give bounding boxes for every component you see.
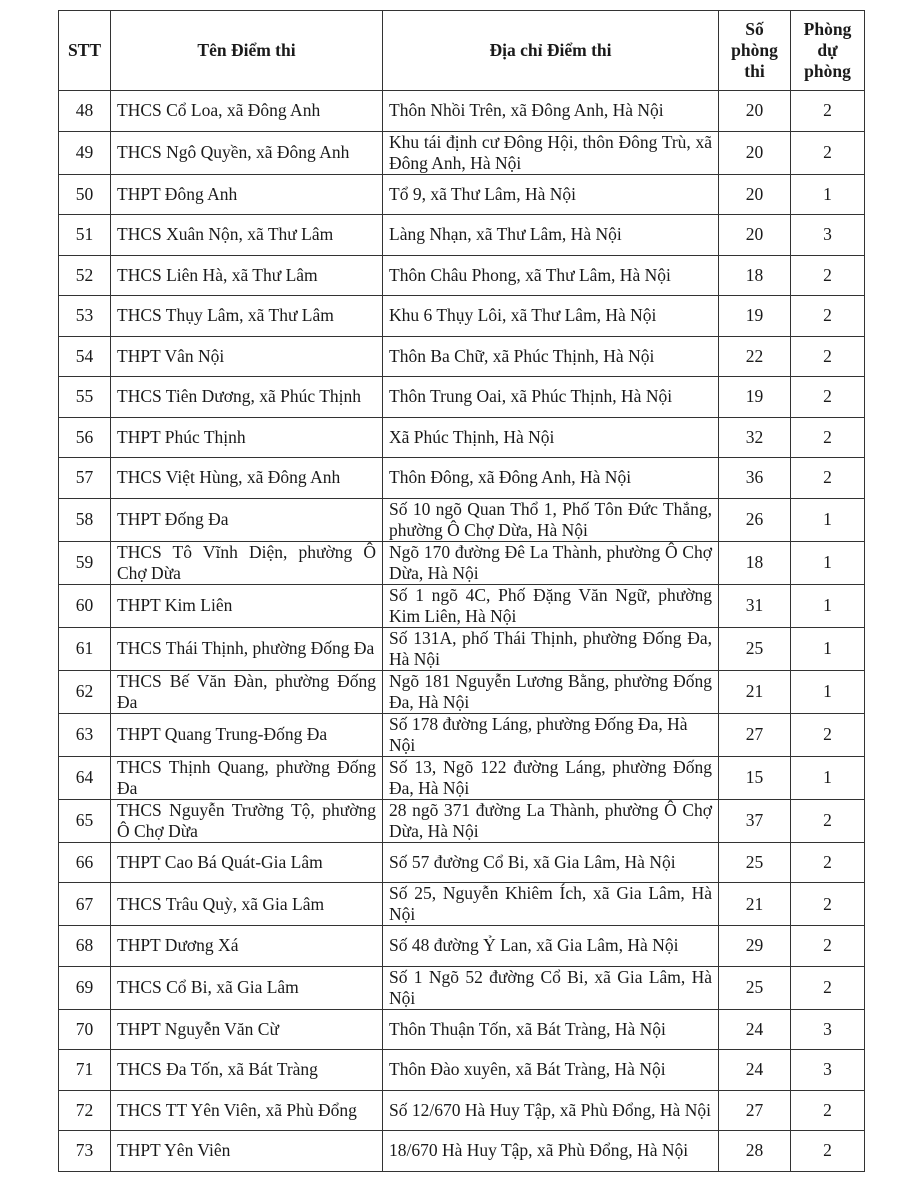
table-row xyxy=(59,926,865,967)
table-row xyxy=(59,336,865,377)
row-site-address: Thôn Ba Chữ, xã Phúc Thịnh, Hà Nội xyxy=(383,336,719,377)
header-stt: STT xyxy=(59,11,111,91)
table-row xyxy=(59,458,865,499)
row-room-count: 32 xyxy=(719,417,791,458)
row-spare-rooms: 1 xyxy=(791,670,865,713)
table-row xyxy=(59,131,865,174)
row-stt: 55 xyxy=(59,377,111,418)
row-room-count: 18 xyxy=(719,541,791,584)
header-site-name: Tên Điểm thi xyxy=(111,11,383,91)
row-site-address: Xã Phúc Thịnh, Hà Nội xyxy=(383,417,719,458)
row-room-count: 24 xyxy=(719,1050,791,1091)
table-row xyxy=(59,799,865,842)
table-body xyxy=(59,91,865,1172)
row-stt: 67 xyxy=(59,883,111,926)
row-room-count: 25 xyxy=(719,627,791,670)
row-site-address: Thôn Đông, xã Đông Anh, Hà Nội xyxy=(383,458,719,499)
row-site-address: Số 13, Ngõ 122 đường Láng, phường Đống Đa, Hà Nội xyxy=(383,756,719,799)
table-row xyxy=(59,966,865,1009)
row-spare-rooms: 2 xyxy=(791,131,865,174)
row-room-count: 36 xyxy=(719,458,791,499)
row-site-address: Làng Nhạn, xã Thư Lâm, Hà Nội xyxy=(383,215,719,256)
row-site-name: THCS Trâu Quỳ, xã Gia Lâm xyxy=(111,883,383,926)
row-site-name: THCS Nguyễn Trường Tộ, phường Ô Chợ Dừa xyxy=(111,799,383,842)
row-stt: 62 xyxy=(59,670,111,713)
row-site-name: THCS Xuân Nộn, xã Thư Lâm xyxy=(111,215,383,256)
row-stt: 68 xyxy=(59,926,111,967)
row-site-address: Thôn Châu Phong, xã Thư Lâm, Hà Nội xyxy=(383,255,719,296)
row-stt: 51 xyxy=(59,215,111,256)
row-stt: 64 xyxy=(59,756,111,799)
row-stt: 57 xyxy=(59,458,111,499)
row-room-count: 25 xyxy=(719,966,791,1009)
row-site-name: THCS Thụy Lâm, xã Thư Lâm xyxy=(111,296,383,337)
row-site-name: THCS Thái Thịnh, phường Đống Đa xyxy=(111,627,383,670)
row-spare-rooms: 2 xyxy=(791,417,865,458)
row-site-address: Số 131A, phố Thái Thịnh, phường Đống Đa, Hà Nội xyxy=(383,627,719,670)
row-spare-rooms: 3 xyxy=(791,1009,865,1050)
row-site-address: Ngõ 170 đường Đê La Thành, phường Ô Chợ Dừa, Hà Nội xyxy=(383,541,719,584)
row-site-name: THPT Vân Nội xyxy=(111,336,383,377)
row-room-count: 18 xyxy=(719,255,791,296)
row-room-count: 31 xyxy=(719,584,791,627)
row-site-name: THCS Ngô Quyền, xã Đông Anh xyxy=(111,131,383,174)
row-stt: 52 xyxy=(59,255,111,296)
row-site-address: Khu 6 Thụy Lôi, xã Thư Lâm, Hà Nội xyxy=(383,296,719,337)
table-row xyxy=(59,255,865,296)
table-row xyxy=(59,541,865,584)
row-room-count: 19 xyxy=(719,377,791,418)
row-room-count: 21 xyxy=(719,670,791,713)
row-stt: 61 xyxy=(59,627,111,670)
row-spare-rooms: 2 xyxy=(791,926,865,967)
row-stt: 60 xyxy=(59,584,111,627)
row-room-count: 20 xyxy=(719,91,791,132)
exam-sites-table xyxy=(58,10,865,1172)
row-room-count: 26 xyxy=(719,498,791,541)
row-spare-rooms: 2 xyxy=(791,713,865,756)
row-site-name: THPT Nguyễn Văn Cừ xyxy=(111,1009,383,1050)
row-room-count: 20 xyxy=(719,131,791,174)
row-spare-rooms: 2 xyxy=(791,799,865,842)
row-site-name: THCS Đa Tốn, xã Bát Tràng xyxy=(111,1050,383,1091)
row-site-address: 18/670 Hà Huy Tập, xã Phù Đổng, Hà Nội xyxy=(383,1131,719,1172)
row-site-name: THCS Cổ Bi, xã Gia Lâm xyxy=(111,966,383,1009)
header-site-address: Địa chỉ Điểm thi xyxy=(383,11,719,91)
row-spare-rooms: 2 xyxy=(791,91,865,132)
row-site-address: Số 12/670 Hà Huy Tập, xã Phù Đổng, Hà Nội xyxy=(383,1090,719,1131)
table-row xyxy=(59,417,865,458)
row-site-address: Số 57 đường Cổ Bi, xã Gia Lâm, Hà Nội xyxy=(383,842,719,883)
row-room-count: 21 xyxy=(719,883,791,926)
row-room-count: 37 xyxy=(719,799,791,842)
row-room-count: 28 xyxy=(719,1131,791,1172)
row-site-address: Thôn Trung Oai, xã Phúc Thịnh, Hà Nội xyxy=(383,377,719,418)
row-stt: 69 xyxy=(59,966,111,1009)
row-spare-rooms: 1 xyxy=(791,541,865,584)
row-spare-rooms: 1 xyxy=(791,174,865,215)
table-row xyxy=(59,627,865,670)
table-row xyxy=(59,883,865,926)
row-spare-rooms: 2 xyxy=(791,1131,865,1172)
row-room-count: 27 xyxy=(719,713,791,756)
row-stt: 49 xyxy=(59,131,111,174)
row-spare-rooms: 2 xyxy=(791,296,865,337)
row-stt: 66 xyxy=(59,842,111,883)
row-spare-rooms: 2 xyxy=(791,336,865,377)
row-stt: 48 xyxy=(59,91,111,132)
row-stt: 58 xyxy=(59,498,111,541)
row-site-name: THCS TT Yên Viên, xã Phù Đổng xyxy=(111,1090,383,1131)
row-spare-rooms: 2 xyxy=(791,966,865,1009)
row-site-name: THCS Cổ Loa, xã Đông Anh xyxy=(111,91,383,132)
header-spare-rooms: Phòng dự phòng xyxy=(791,11,865,91)
table-row xyxy=(59,498,865,541)
row-room-count: 15 xyxy=(719,756,791,799)
table-row xyxy=(59,91,865,132)
row-site-address: Thôn Đào xuyên, xã Bát Tràng, Hà Nội xyxy=(383,1050,719,1091)
row-spare-rooms: 2 xyxy=(791,1090,865,1131)
row-spare-rooms: 1 xyxy=(791,498,865,541)
row-spare-rooms: 1 xyxy=(791,756,865,799)
row-site-address: Số 1 Ngõ 52 đường Cổ Bi, xã Gia Lâm, Hà Nội xyxy=(383,966,719,1009)
row-stt: 70 xyxy=(59,1009,111,1050)
row-room-count: 24 xyxy=(719,1009,791,1050)
table-row xyxy=(59,215,865,256)
row-room-count: 27 xyxy=(719,1090,791,1131)
row-spare-rooms: 2 xyxy=(791,255,865,296)
row-stt: 50 xyxy=(59,174,111,215)
row-stt: 54 xyxy=(59,336,111,377)
row-spare-rooms: 1 xyxy=(791,627,865,670)
row-stt: 73 xyxy=(59,1131,111,1172)
table-row xyxy=(59,296,865,337)
row-room-count: 25 xyxy=(719,842,791,883)
row-site-name: THPT Cao Bá Quát-Gia Lâm xyxy=(111,842,383,883)
row-site-address: Số 48 đường Ỷ Lan, xã Gia Lâm, Hà Nội xyxy=(383,926,719,967)
table-row xyxy=(59,1050,865,1091)
row-spare-rooms: 2 xyxy=(791,377,865,418)
row-site-address: Số 178 đường Láng, phường Đống Đa, Hà Nội xyxy=(383,713,719,756)
table-row xyxy=(59,670,865,713)
row-site-name: THCS Việt Hùng, xã Đông Anh xyxy=(111,458,383,499)
row-site-address: Khu tái định cư Đông Hội, thôn Đông Trù, xã Đông Anh, Hà Nội xyxy=(383,131,719,174)
row-site-address: Số 10 ngõ Quan Thổ 1, Phố Tôn Đức Thắng, phường Ô Chợ Dừa, Hà Nội xyxy=(383,498,719,541)
row-stt: 59 xyxy=(59,541,111,584)
row-site-address: Số 25, Nguyễn Khiêm Ích, xã Gia Lâm, Hà Nội xyxy=(383,883,719,926)
table-row xyxy=(59,842,865,883)
row-spare-rooms: 1 xyxy=(791,584,865,627)
row-site-name: THCS Liên Hà, xã Thư Lâm xyxy=(111,255,383,296)
table-row xyxy=(59,377,865,418)
row-site-address: Thôn Nhồi Trên, xã Đông Anh, Hà Nội xyxy=(383,91,719,132)
row-site-address: Số 1 ngõ 4C, Phố Đặng Văn Ngữ, phường Kim Liên, Hà Nội xyxy=(383,584,719,627)
header-row xyxy=(59,11,865,91)
row-room-count: 20 xyxy=(719,215,791,256)
table-row xyxy=(59,174,865,215)
row-site-address: Tổ 9, xã Thư Lâm, Hà Nội xyxy=(383,174,719,215)
row-site-address: Thôn Thuận Tốn, xã Bát Tràng, Hà Nội xyxy=(383,1009,719,1050)
header-room-count: Số phòng thi xyxy=(719,11,791,91)
row-room-count: 20 xyxy=(719,174,791,215)
row-site-name: THCS Tiên Dương, xã Phúc Thịnh xyxy=(111,377,383,418)
row-site-name: THCS Bế Văn Đàn, phường Đống Đa xyxy=(111,670,383,713)
row-stt: 65 xyxy=(59,799,111,842)
row-site-name: THPT Kim Liên xyxy=(111,584,383,627)
row-site-name: THCS Tô Vĩnh Diện, phường Ô Chợ Dừa xyxy=(111,541,383,584)
row-spare-rooms: 2 xyxy=(791,458,865,499)
row-room-count: 29 xyxy=(719,926,791,967)
table-row xyxy=(59,584,865,627)
row-site-address: Ngõ 181 Nguyễn Lương Bằng, phường Đống Đa, Hà Nội xyxy=(383,670,719,713)
row-site-name: THPT Dương Xá xyxy=(111,926,383,967)
row-stt: 56 xyxy=(59,417,111,458)
row-spare-rooms: 2 xyxy=(791,883,865,926)
row-site-name: THPT Đông Anh xyxy=(111,174,383,215)
row-spare-rooms: 3 xyxy=(791,215,865,256)
table-row xyxy=(59,1009,865,1050)
row-stt: 53 xyxy=(59,296,111,337)
row-room-count: 22 xyxy=(719,336,791,377)
table-header xyxy=(59,11,865,91)
table-row xyxy=(59,713,865,756)
row-stt: 71 xyxy=(59,1050,111,1091)
row-site-name: THCS Thịnh Quang, phường Đống Đa xyxy=(111,756,383,799)
table-row xyxy=(59,1131,865,1172)
row-room-count: 19 xyxy=(719,296,791,337)
row-site-name: THPT Yên Viên xyxy=(111,1131,383,1172)
row-spare-rooms: 3 xyxy=(791,1050,865,1091)
table-row xyxy=(59,1090,865,1131)
row-site-name: THPT Đống Đa xyxy=(111,498,383,541)
table-row xyxy=(59,756,865,799)
row-site-name: THPT Quang Trung-Đống Đa xyxy=(111,713,383,756)
row-site-address: 28 ngõ 371 đường La Thành, phường Ô Chợ Dừa, Hà Nội xyxy=(383,799,719,842)
row-stt: 63 xyxy=(59,713,111,756)
row-spare-rooms: 2 xyxy=(791,842,865,883)
row-site-name: THPT Phúc Thịnh xyxy=(111,417,383,458)
row-stt: 72 xyxy=(59,1090,111,1131)
